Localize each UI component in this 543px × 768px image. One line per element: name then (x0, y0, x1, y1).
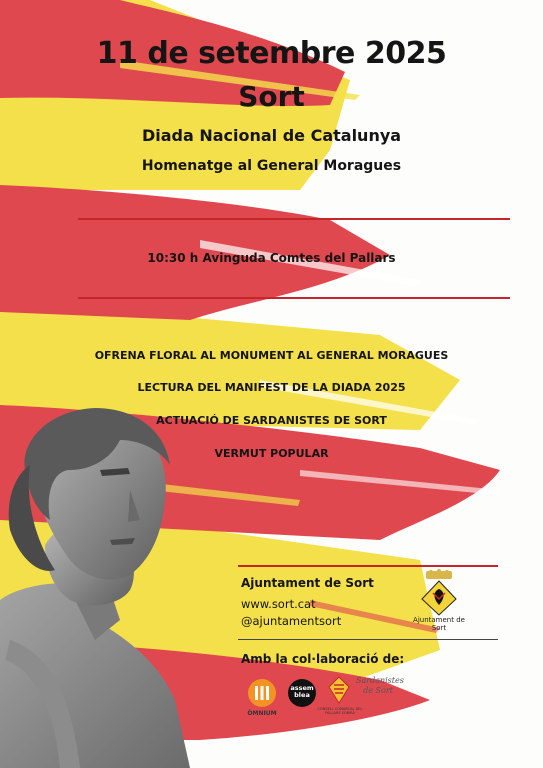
activity-item: OFRENA FLORAL AL MONUMENT AL GENERAL MORAGUES (94, 349, 449, 362)
consell-logo-icon (327, 675, 351, 705)
collaboration-label: Amb la col·laboració de: (241, 652, 405, 666)
activity-item: ACTUACIÓ DE SARDANISTES DE SORT (156, 414, 387, 427)
activity-item: LECTURA DEL MANIFEST DE LA DIADA 2025 (137, 381, 406, 394)
organizer-website[interactable]: www.sort.cat (241, 597, 316, 611)
event-town: Sort (238, 80, 305, 113)
footer-divider-top (238, 565, 498, 567)
omnium-logo-icon (247, 678, 277, 708)
crest-icon (414, 569, 464, 617)
footer-divider-bottom (238, 639, 498, 640)
organizer-social-handle[interactable]: @ajuntamentsort (241, 614, 342, 628)
event-date: 11 de setembre 2025 (96, 36, 447, 71)
divider-top (78, 218, 510, 220)
consell-label: CONSELL COMARCAL DEL PALLARS SOBIRÀ (317, 707, 363, 715)
activity-item: VERMUT POPULAR (214, 447, 329, 460)
event-subtitle: Diada Nacional de Catalunya (141, 126, 402, 145)
organizer-name: Ajuntament de Sort (241, 576, 374, 590)
event-tribute: Homenatge al General Moragues (141, 158, 402, 174)
omnium-label: ÒMNIUM (247, 710, 277, 717)
schedule-time-place: 10:30 h Avinguda Comtes del Pallars (147, 251, 396, 265)
assemblea-label: assem blea (290, 684, 314, 699)
sardanistes-logo-icon: Sardanistes de Sort (356, 676, 404, 695)
divider-bottom (78, 297, 510, 299)
crest-label: Ajuntament de Sort (413, 616, 465, 632)
